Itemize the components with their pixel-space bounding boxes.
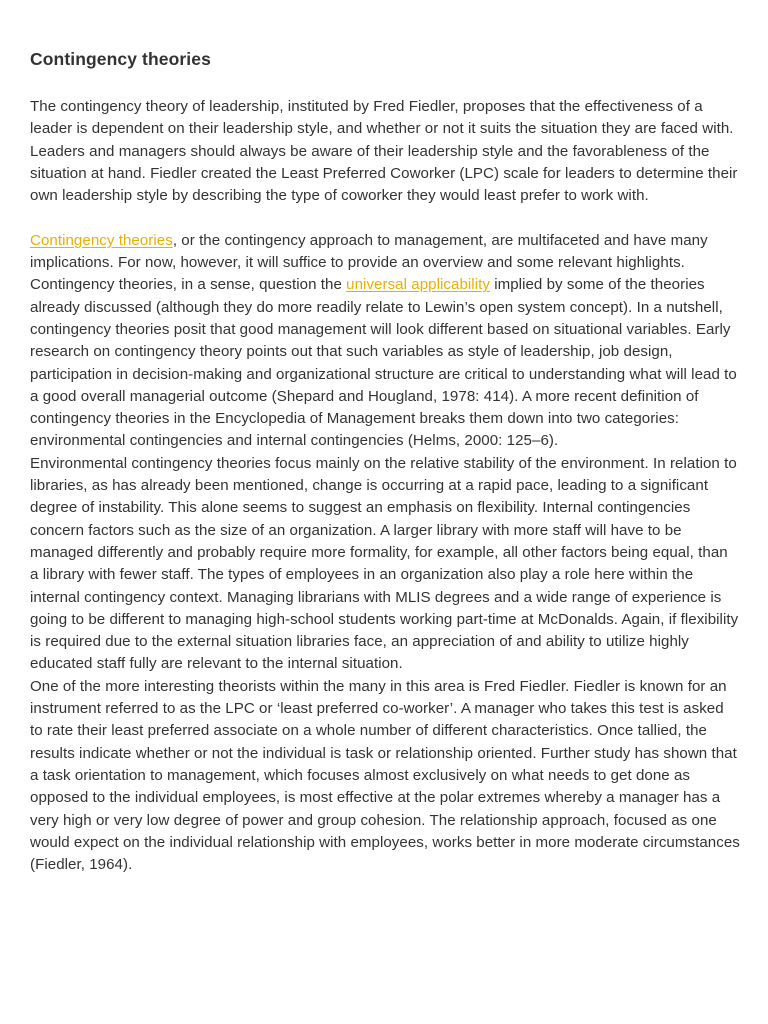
link-contingency-theories[interactable]: Contingency theories (30, 231, 173, 249)
paragraph-intro: The contingency theory of leadership, instituted by Fred Fiedler, proposes that the effectiveness of a leader is dependent on their leadership style, and whether or not it suits the situation they are faced with. Leaders and managers should always be aware of their leadership style and the favorableness of the situation at hand. Fiedler created the Least Preferred Coworker (LPC) scale for leaders to determine their own leadership style by describing the type of coworker they would least prefer to work with. (30, 98, 738, 205)
article (30, 46, 740, 876)
paragraph-text: implied by some of the theories already discussed (although they do more readily relate to Lewin’s open system concept). In a nutshell, contingency theories posit that good management will look different based on situational variables. Early research on contingency theory points out that such variables as style of leadership, job design, participation in decision-making and organizational structure are critical to understanding what will lead to a good overall managerial outcome (Shepard and Hougland, 1978: 414). A more recent definition of contingency theories in the Encyclopedia of Management breaks them down into two categories: environmental contingencies and internal contingencies (Helms, 2000: 125–6). (30, 276, 737, 450)
link-universal-applicability[interactable]: universal applicability (346, 276, 490, 294)
paragraph-environmental-contingencies: Environmental contingency theories focus mainly on the relative stability of the environment. In relation to libraries, as has already been mentioned, change is occurring at a rapid pace, leading to a significant degree of instability. This alone seems to suggest an emphasis on flexibility. Internal contingencies concern factors such as the size of an organization. A larger library with more staff will have to be managed differently and probably require more formality, for example, all other factors being equal, than a library with fewer staff. The types of employees in an organization also play a role here within the internal contingency context. Managing librarians with MLIS degrees and a wide range of experience is going to be different to managing high-school students working part-time at McDonalds. Again, if flexibility is required due to the external situation libraries face, an appreciation of and ability to utilize highly educated staff fully are relevant to the internal situation. (30, 454, 739, 673)
paragraph-text: , or the contingency approach to management, are multifaceted and have many implications. For now, however, it will suffice to provide an overview and some relevant highlights. Contingency theories, in a sense, question the (30, 231, 708, 294)
paragraph-fiedler: One of the more interesting theorists within the many in this area is Fred Fiedler. Fiedler is known for an instrument referred to as the LPC or ‘least preferred co-worker’. A manager who takes this test is asked to rate their least preferred associate on a whole number of different characteristics. Once tallied, the results indicate whether or not the individual is task or relationship oriented. Further study has shown that a task orientation to management, which focuses almost exclusively on what needs to get done as opposed to the individual employees, is most effective at the polar extremes whereby a manager has a very high or very low degree of power and group cohesion. The relationship approach, focused as one would expect on the individual relationship with employees, works better in more moderate circumstances (Fiedler, 1964). (30, 677, 740, 874)
paragraph-contingency-overview (30, 230, 740, 453)
page-title: Contingency theories (30, 49, 211, 69)
